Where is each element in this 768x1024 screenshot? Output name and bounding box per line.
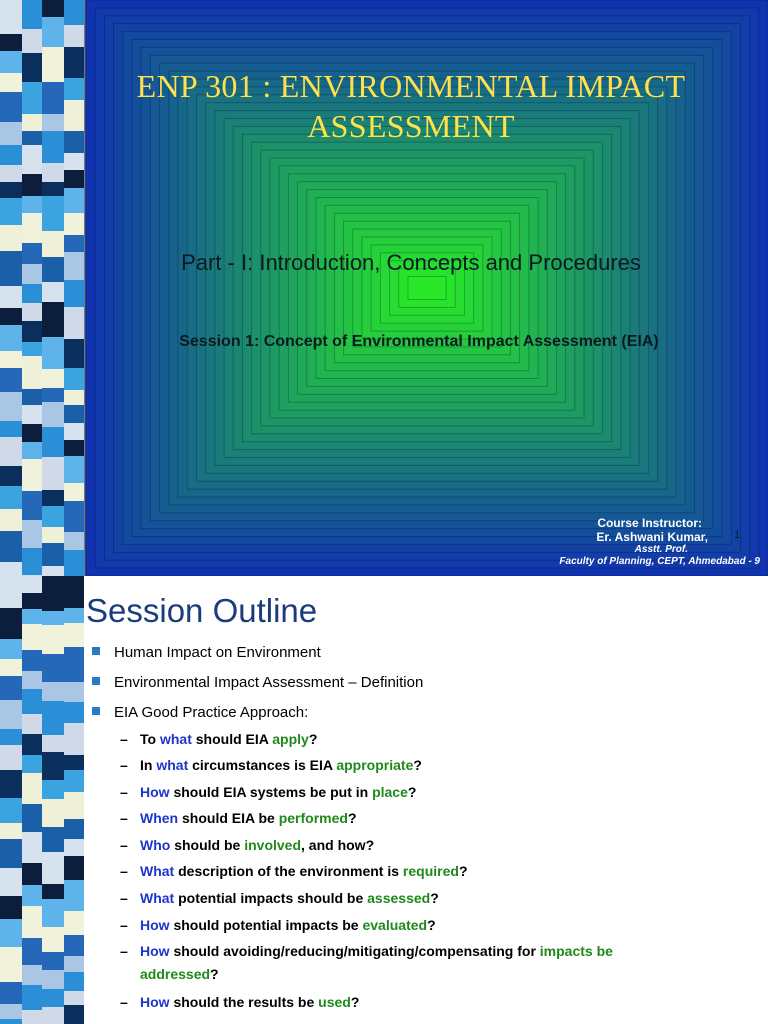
stripe-block [64,252,84,280]
stripe-block [64,280,84,307]
stripe-block [22,773,42,804]
stripe-block [0,145,22,165]
stripe-block [22,520,42,548]
dash-marker: – [120,810,128,826]
stripe-block [22,576,42,593]
sub-item-text: should potential impacts be [169,917,363,933]
sub-item-text: In [140,757,157,773]
decorative-stripe [0,576,90,1024]
sub-item [120,807,357,830]
stripe-block [22,114,42,131]
stripe-block [22,804,42,832]
stripe-block [22,53,42,82]
stripe-block [64,991,84,1005]
stripe-block [64,307,84,339]
stripe-block [0,368,22,392]
stripe-block [22,459,42,491]
dash-marker: – [120,863,128,879]
stripe-block [64,532,84,550]
stripe-block [0,770,22,798]
sub-item-text: should EIA [191,731,273,747]
stripe-block [42,682,64,701]
stripe-block [64,456,84,483]
keyword: involved [244,837,302,853]
stripe-block [64,755,84,770]
stripe-block [22,356,42,389]
sub-item [120,754,422,777]
stripe-block [64,550,84,576]
keyword: required [402,863,459,879]
stripe-column [42,576,64,1024]
sub-item-text: ? [210,966,219,982]
stripe-block [0,225,22,251]
stripe-block [42,884,64,899]
sub-item [120,834,374,857]
stripe-block [22,303,42,321]
sub-item [140,963,219,986]
stripe-block [0,34,22,51]
stripe-block [0,0,22,34]
instructor-name: Er. Ashwani Kumar, [596,530,708,544]
stripe-block [22,714,42,734]
stripe-block [64,839,84,856]
dash-marker: – [120,943,128,959]
stripe-block [42,231,64,257]
stripe-block [42,17,64,47]
stripe-block [42,369,64,388]
stripe-block [42,163,64,182]
dash-marker: – [120,917,128,933]
stripe-block [64,213,84,235]
stripe-block [0,421,22,437]
stripe-block [42,388,64,402]
stripe-block [0,700,22,729]
stripe-block [42,989,64,1007]
stripe-block [0,122,22,145]
stripe-block [22,213,42,243]
stripe-block [64,647,84,682]
stripe-column [22,576,42,1024]
stripe-block [0,868,22,896]
stripe-block [42,527,64,543]
stripe-block [64,911,84,935]
stripe-block [42,282,64,302]
stripe-block [0,982,22,1004]
stripe-block [22,832,42,863]
stripe-block [0,51,22,73]
session-heading: Session 1: Concept of Environmental Impact Assessment (EIA) [179,333,659,350]
stripe-block [0,466,22,486]
keyword: appropriate [336,757,414,773]
stripe-block [64,682,84,702]
bullet-square-icon [92,707,100,715]
instructor-block [500,516,760,568]
stripe-block [42,543,64,566]
question-word: what [156,757,189,773]
stripe-block [42,780,64,799]
stripe-block [64,188,84,213]
stripe-block [0,659,22,676]
stripe-block [22,734,42,755]
stripe-block [42,82,64,114]
stripe-block [64,25,84,47]
stripe-column [0,576,22,1024]
keyword: performed [278,810,348,826]
stripe-block [0,947,22,982]
stripe-block [0,437,22,466]
dash-marker: – [120,837,128,853]
stripe-block [64,405,84,423]
stripe-block [64,856,84,880]
sub-item-text: should be [170,837,245,853]
stripe-block [64,131,84,153]
stripe-block [22,985,42,1010]
dash-marker: – [120,757,128,773]
stripe-block [64,440,84,456]
stripe-block [0,286,22,308]
sub-item-text: To [140,731,160,747]
sub-item-text: ? [407,784,417,800]
stripe-block [42,952,64,970]
stripe-block [42,799,64,827]
keyword: apply [272,731,309,747]
sub-item-text: , and how? [301,837,375,853]
sub-item-text: ? [347,810,357,826]
sub-item-text: ? [413,757,422,773]
stripe-block [22,405,42,424]
stripe-block [64,792,84,819]
stripe-block [42,457,64,490]
stripe-block [42,625,64,654]
keyword: evaluated [362,917,428,933]
bullet-text: Human Impact on Environment [114,644,321,661]
stripe-block [64,483,84,501]
stripe-block [0,509,22,531]
stripe-block [22,1010,42,1024]
stripe-block [42,114,64,131]
sub-item-text: should avoiding/reducing/mitigating/compensating for [169,943,540,959]
stripe-block [22,321,42,342]
stripe-block [42,701,64,735]
stripe-block [22,609,42,624]
stripe-block [64,576,84,608]
bullet-item [92,704,308,721]
stripe-block [64,339,84,368]
stripe-block [22,29,42,53]
stripe-block [22,965,42,985]
stripe-block [42,1007,64,1024]
stripe-block [42,852,64,884]
outline-title: Session Outline [86,592,318,629]
stripe-block [0,182,22,198]
stripe-column [42,0,64,576]
stripe-block [64,608,84,623]
stripe-block [0,308,22,325]
stripe-block [64,623,84,647]
stripe-block [22,243,42,264]
stripe-block [42,337,64,369]
stripe-block [42,827,64,852]
instructor-label: Course Instructor: [597,516,702,530]
dash-marker: – [120,731,128,747]
bullet-square-icon [92,647,100,655]
sub-item-text: ? [308,731,318,747]
stripe-block [42,927,64,952]
stripe-block [42,576,64,611]
sub-item-text: should EIA be [178,810,279,826]
stripe-column [64,576,84,1024]
stripe-block [42,506,64,527]
sub-item [120,781,416,804]
stripe-block [0,608,22,639]
stripe-block [22,863,42,885]
question-word: How [140,943,170,959]
stripe-block [22,174,42,196]
sub-item [120,991,359,1014]
sub-item [120,887,439,910]
stripe-block [22,938,42,965]
stripe-block [0,839,22,868]
sub-item-text: ? [427,917,436,933]
stripe-block [64,368,84,390]
stripe-block [22,342,42,356]
stripe-block [42,257,64,282]
title-line-2: ASSESSMENT [307,108,515,144]
stripe-block [0,73,22,92]
stripe-block [22,755,42,773]
stripe-block [64,170,84,188]
stripe-block [0,251,22,286]
stripe-block [22,689,42,714]
stripe-block [22,424,42,442]
stripe-block [22,284,42,303]
question-word: What [140,890,175,906]
stripe-block [42,196,64,231]
sub-item-text: ? [430,890,439,906]
stripe-block [0,562,22,576]
stripe-block [0,392,22,421]
bullet-item [92,674,423,691]
sub-item-text: potential impacts should be [174,890,368,906]
stripe-block [0,639,22,659]
stripe-block [0,531,22,562]
keyword: addressed [140,966,211,982]
keyword: assessed [367,890,431,906]
stripe-block [0,576,22,608]
stripe-column [0,0,22,576]
stripe-block [0,325,22,351]
question-word: How [140,784,170,800]
stripe-block [64,935,84,956]
question-word: When [140,810,179,826]
sub-item [120,914,436,937]
sub-item [120,940,613,963]
question-word: Who [140,837,171,853]
stripe-block [0,92,22,122]
bullet-text: EIA Good Practice Approach: [114,704,309,721]
stripe-block [42,970,64,989]
dash-marker: – [120,784,128,800]
stripe-block [22,885,42,906]
stripe-block [42,182,64,196]
stripe-block [22,671,42,689]
stripe-block [22,624,42,650]
stripe-block [42,0,64,17]
stripe-block [64,1005,84,1024]
title-line-1: ENP 301 : ENVIRONMENTAL IMPACT [136,68,686,104]
keyword: place [372,784,408,800]
stripe-block [42,899,64,927]
stripe-block [0,823,22,839]
stripe-block [42,427,64,457]
bullet-square-icon [92,677,100,685]
stripe-block [0,729,22,745]
stripe-block [22,491,42,520]
stripe-block [64,423,84,440]
stripe-block [22,264,42,284]
stripe-block [64,153,84,170]
stripe-block [64,0,84,25]
stripe-block [0,919,22,947]
stripe-block [42,566,64,576]
stripe-block [22,593,42,609]
sub-item [120,728,317,751]
stripe-block [0,1004,22,1019]
stripe-block [22,196,42,213]
stripe-block [42,402,64,427]
sub-item-text: description of the environment is [174,863,403,879]
stripe-block [0,165,22,182]
outline-slide [0,576,768,1024]
instructor-affiliation: Faculty of Planning, CEPT, Ahmedabad - 9 [559,556,760,567]
stripe-block [42,611,64,625]
stripe-block [0,745,22,770]
stripe-block [64,723,84,755]
stripe-block [22,548,42,575]
sub-item-text: ? [458,863,468,879]
stripe-block [64,501,84,532]
stripe-block [64,78,84,100]
stripe-block [64,100,84,131]
question-word: How [140,994,170,1010]
stripe-block [64,819,84,839]
sub-item-text: should EIA systems be put in [169,784,373,800]
stripe-block [64,390,84,405]
stripe-block [22,389,42,405]
sub-item [120,860,468,883]
stripe-block [0,351,22,368]
bullet-item [92,644,321,661]
stripe-column [22,0,42,576]
gradient-frame [408,277,446,300]
bullet-text: Environmental Impact Assessment – Definition [114,674,424,691]
slide-title [96,66,726,146]
stripe-block [64,956,84,972]
stripe-block [42,302,64,337]
question-word: What [140,863,175,879]
stripe-block [42,47,64,82]
stripe-block [22,906,42,938]
stripe-block [22,0,42,29]
sub-item-text: ? [350,994,360,1010]
stripe-block [42,752,64,780]
stripe-block [22,131,42,145]
stripe-block [22,442,42,459]
sub-item-text: should the results be [169,994,319,1010]
question-word: How [140,917,170,933]
stripe-block [64,972,84,991]
stripe-block [22,650,42,671]
dash-marker: – [120,890,128,906]
stripe-block [0,676,22,700]
decorative-stripe [0,0,90,576]
question-word: what [159,731,192,747]
dash-marker: – [120,994,128,1010]
stripe-block [22,145,42,174]
stripe-block [42,131,64,163]
stripe-block [0,798,22,823]
page-number: 1 [734,529,741,541]
stripe-block [22,82,42,114]
stripe-block [42,735,64,752]
instructor-role: Asstt. Prof. [634,544,688,555]
stripe-block [64,47,84,78]
keyword: used [318,994,351,1010]
stripe-block [64,235,84,252]
part-heading: Part - I: Introduction, Concepts and Procedures [181,250,641,275]
stripe-block [42,654,64,682]
stripe-block [42,490,64,506]
stripe-column [64,0,84,576]
stripe-block [0,1019,22,1024]
keyword: impacts be [539,943,613,959]
stripe-block [64,880,84,911]
stripe-block [0,896,22,919]
stripe-block [0,486,22,509]
sub-item-text: circumstances is EIA [188,757,337,773]
stripe-block [64,770,84,792]
stripe-block [0,198,22,225]
stripe-block [64,702,84,723]
